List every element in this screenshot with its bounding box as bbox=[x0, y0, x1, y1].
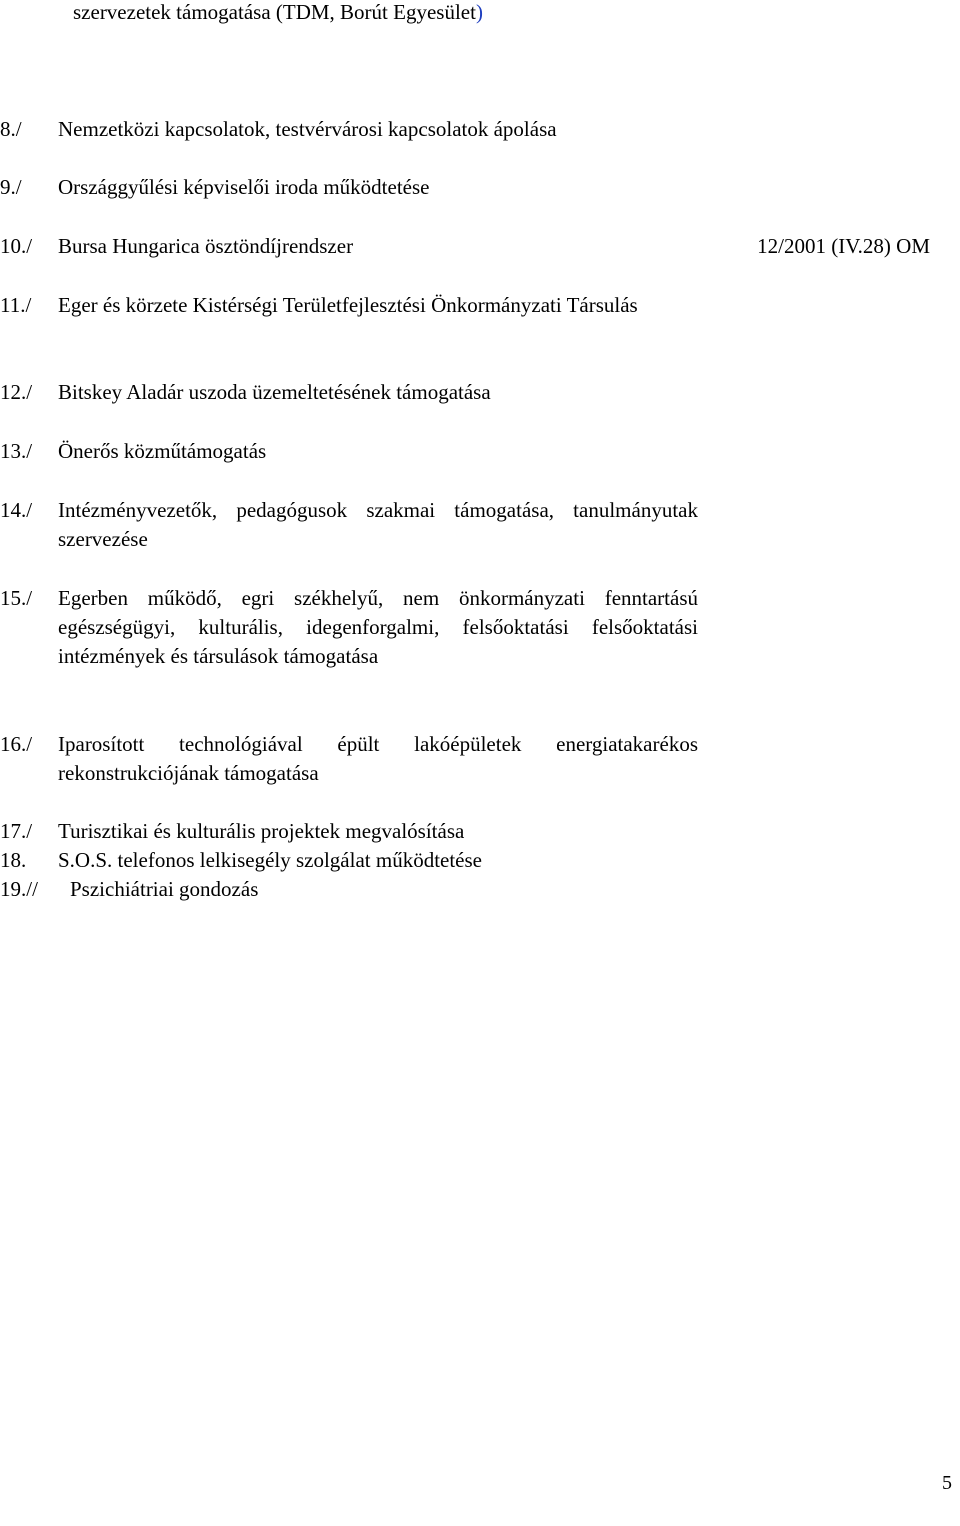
page-number: 5 bbox=[942, 1472, 952, 1494]
item-number: 13./ bbox=[0, 439, 33, 463]
item-number: 18. bbox=[0, 848, 27, 872]
list-item-17 bbox=[0, 817, 698, 846]
list-item-11 bbox=[0, 291, 698, 320]
list-item-14 bbox=[0, 496, 698, 554]
continuation-text: szervezetek támogatása (TDM, Borút Egyesület bbox=[73, 0, 476, 24]
list-item-13 bbox=[0, 437, 698, 466]
list-item-10 bbox=[0, 232, 698, 261]
item-number: 11./ bbox=[0, 293, 32, 317]
list-item-18 bbox=[0, 846, 698, 875]
list-item-12 bbox=[0, 378, 698, 407]
item-number: 10./ bbox=[0, 234, 33, 258]
list-item-9 bbox=[0, 173, 698, 202]
item-text: Iparosított technológiával épült lakóépületek energiatakarékos rekonstrukciójának támogatása bbox=[58, 732, 698, 785]
item-text: Egerben működő, egri székhelyű, nem önkormányzati fenntartású egészségügyi, kulturális, idegenforgalmi, felsőoktatási felsőoktatási intézmények és társulások támogatása bbox=[58, 586, 698, 668]
item-text: Nemzetközi kapcsolatok, testvérvárosi kapcsolatok ápolása bbox=[58, 117, 557, 141]
item-text: Eger és körzete Kistérségi Területfejlesztési Önkormányzati Társulás bbox=[58, 293, 638, 317]
item-text: Országgyűlési képviselői iroda működtetése bbox=[58, 175, 430, 199]
item-text: Pszichiátriai gondozás bbox=[70, 877, 259, 901]
item-text: Önerős közműtámogatás bbox=[58, 439, 267, 463]
item-number: 9./ bbox=[0, 175, 22, 199]
continuation-closing-paren: ) bbox=[475, 0, 483, 24]
item-number: 8./ bbox=[0, 117, 22, 141]
item-number: 12./ bbox=[0, 380, 33, 404]
item-number: 14./ bbox=[0, 498, 33, 522]
item-text: Turisztikai és kulturális projektek megvalósítása bbox=[58, 819, 465, 843]
item-number: 15./ bbox=[0, 586, 33, 610]
item-number: 17./ bbox=[0, 819, 33, 843]
continuation-line bbox=[73, 0, 483, 27]
item-number: 16./ bbox=[0, 732, 33, 756]
list-item-19 bbox=[0, 875, 698, 904]
item-text: Intézményvezetők, pedagógusok szakmai támogatása, tanulmányutak szervezése bbox=[58, 498, 698, 551]
item-text: S.O.S. telefonos lelkisegély szolgálat működtetése bbox=[58, 848, 482, 872]
item-text: Bursa Hungarica ösztöndíjrendszer bbox=[58, 234, 354, 258]
item-number: 19.// bbox=[0, 877, 38, 901]
list-item-16 bbox=[0, 730, 698, 788]
legal-reference: 12/2001 (IV.28) OM bbox=[757, 234, 930, 258]
item-text: Bitskey Aladár uszoda üzemeltetésének támogatása bbox=[58, 380, 491, 404]
list-item-8 bbox=[0, 115, 698, 144]
list-item-15 bbox=[0, 584, 698, 671]
